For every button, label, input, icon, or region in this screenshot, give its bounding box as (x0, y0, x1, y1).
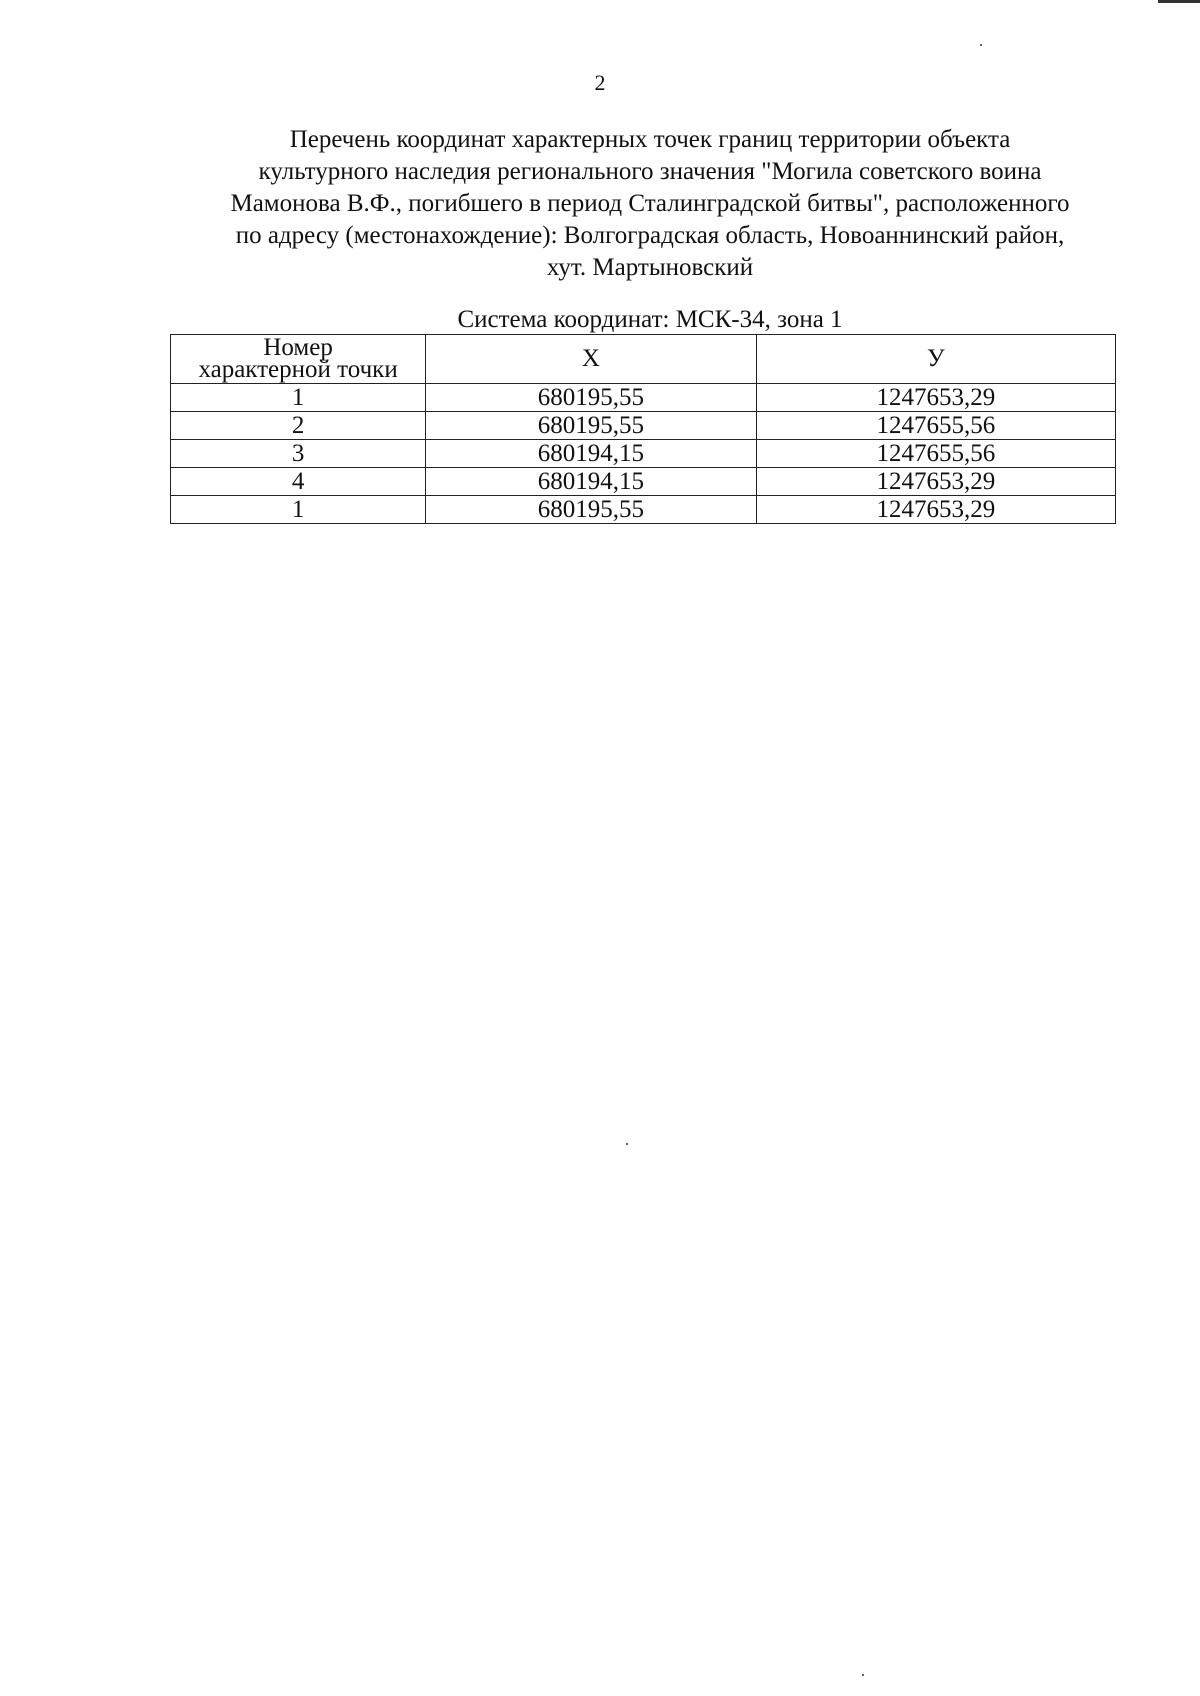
cell-point: 3 (171, 440, 426, 468)
coordinates-table (170, 334, 1116, 524)
coordinate-system-caption: Система координат: МСК-34, зона 1 (457, 306, 843, 333)
title-line: культурного наследия регионального значения "Могила советского воина (258, 158, 1042, 185)
scan-corner-mark (1158, 0, 1200, 3)
table-row (171, 468, 1116, 496)
scan-dust-mark (980, 44, 982, 46)
title-line: Перечень координат характерных точек границ территории объекта (289, 126, 1011, 153)
cell-y: 1247653,29 (756, 468, 1115, 496)
cell-point: 1 (171, 384, 426, 412)
table-row (171, 440, 1116, 468)
cell-x: 680195,55 (426, 384, 756, 412)
header-x: Х (426, 335, 756, 384)
cell-x: 680195,55 (426, 412, 756, 440)
title-line: Мамонова В.Ф., погибшего в период Сталинградской битвы", расположенного (230, 190, 1070, 217)
cell-point: 1 (171, 496, 426, 524)
title-line: хут. Мартыновский (546, 254, 754, 281)
scan-dust-mark (626, 1143, 628, 1145)
cell-y: 1247655,56 (756, 412, 1115, 440)
cell-y: 1247655,56 (756, 440, 1115, 468)
header-point-number (171, 335, 426, 384)
table-row (171, 412, 1116, 440)
header-y: У (756, 335, 1115, 384)
cell-y: 1247653,29 (756, 496, 1115, 524)
cell-point: 2 (171, 412, 426, 440)
table-row (171, 496, 1116, 524)
title-line: по адресу (местонахождение): Волгоградская область, Новоаннинский район, (235, 222, 1065, 249)
header-point-number-line1: Номер (263, 334, 333, 361)
table-header-row (171, 335, 1116, 384)
cell-y: 1247653,29 (756, 384, 1115, 412)
scan-dust-mark (862, 1674, 864, 1676)
table-row (171, 384, 1116, 412)
page-number: 2 (594, 70, 606, 95)
cell-x: 680194,15 (426, 440, 756, 468)
document-title (170, 124, 1130, 284)
cell-x: 680195,55 (426, 496, 756, 524)
cell-x: 680194,15 (426, 468, 756, 496)
cell-point: 4 (171, 468, 426, 496)
header-point-number-line2: характерной точки (198, 356, 398, 383)
